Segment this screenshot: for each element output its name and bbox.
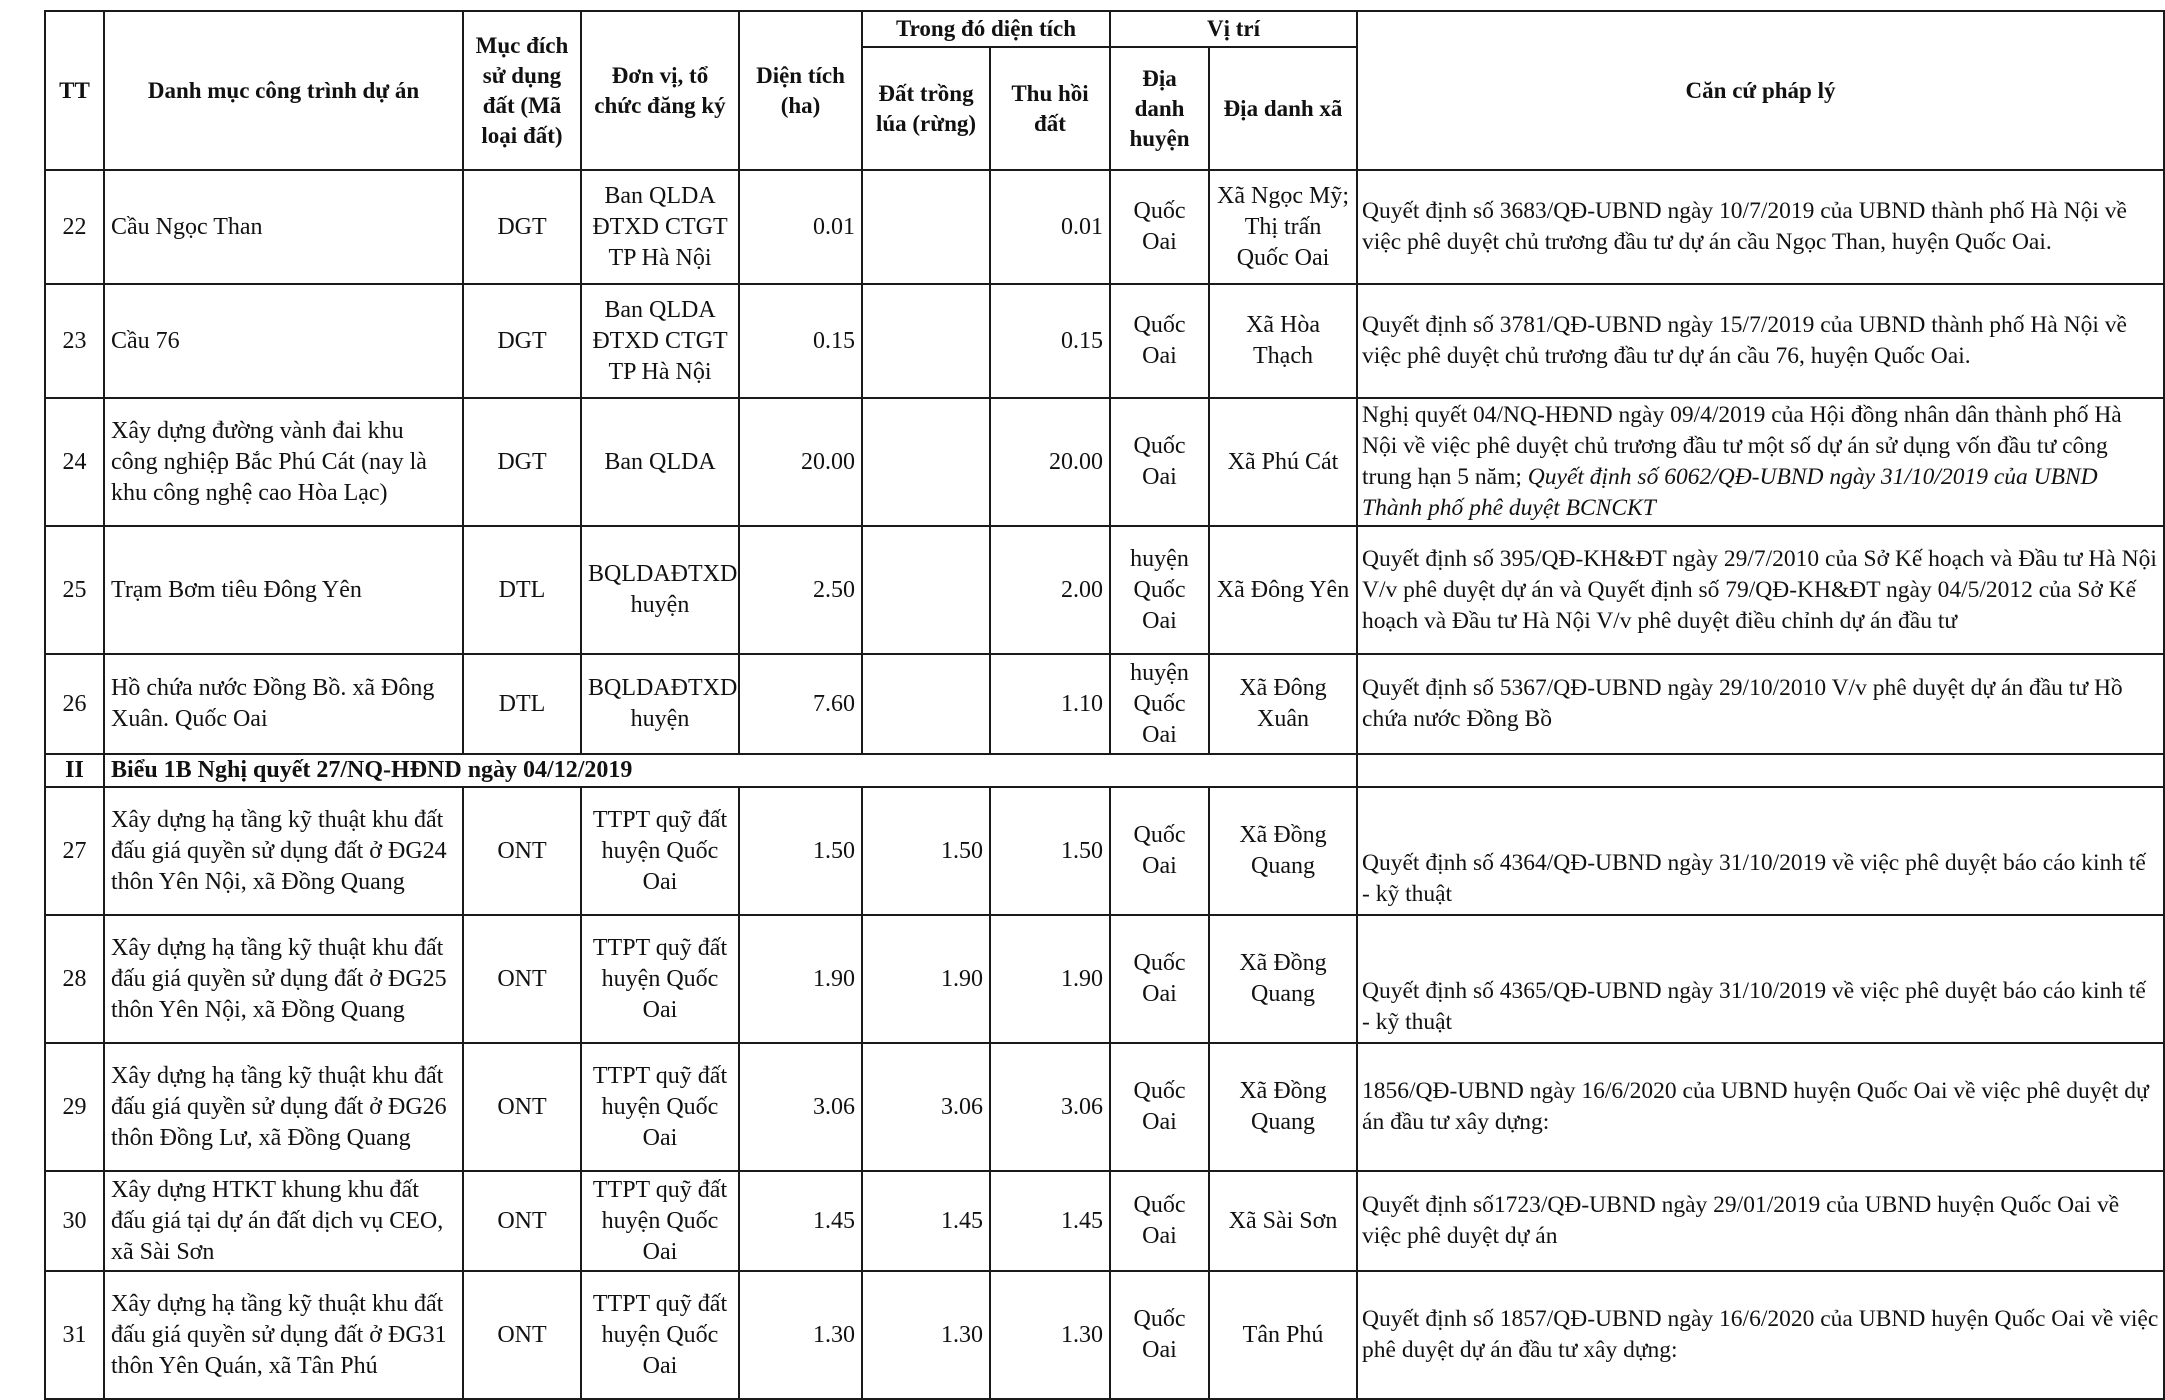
land-use-plan-table <box>44 10 2163 1400</box>
registering-unit: BQLDAĐTXD huyện <box>581 654 739 754</box>
row-number: 27 <box>45 787 104 915</box>
section-title: Biểu 1B Nghị quyết 27/NQ-HĐND ngày 04/12/2019 <box>104 754 1357 787</box>
registering-unit: TTPT quỹ đất huyện Quốc Oai <box>581 1171 739 1271</box>
legal-basis <box>1357 170 2164 284</box>
project-name: Xây dựng hạ tầng kỹ thuật khu đất đấu giá quyền sử dụng đất ở ĐG31 thôn Yên Quán, xã Tân Phú <box>104 1271 463 1399</box>
commune-name: Xã Sài Sơn <box>1209 1171 1357 1271</box>
row-number: 31 <box>45 1271 104 1399</box>
table-row <box>45 284 2164 398</box>
legal-basis <box>1357 787 2164 915</box>
district-name: huyện Quốc Oai <box>1110 654 1209 754</box>
area-value: 1.45 <box>739 1171 862 1271</box>
rice-land-value <box>862 170 990 284</box>
project-name: Cầu 76 <box>104 284 463 398</box>
header-project: Danh mục công trình dự án <box>104 11 463 170</box>
registering-unit: Ban QLDA ĐTXD CTGT TP Hà Nội <box>581 170 739 284</box>
project-name: Xây dựng hạ tầng kỹ thuật khu đất đấu giá quyền sử dụng đất ở ĐG24 thôn Yên Nội, xã Đồng Quang <box>104 787 463 915</box>
row-number: 30 <box>45 1171 104 1271</box>
commune-name: Xã Hòa Thạch <box>1209 284 1357 398</box>
district-name: Quốc Oai <box>1110 787 1209 915</box>
registering-unit: TTPT quỹ đất huyện Quốc Oai <box>581 1271 739 1399</box>
land-use-code: DTL <box>463 654 581 754</box>
recovered-land-value: 20.00 <box>990 398 1110 526</box>
header-location-group: Vị trí <box>1110 11 1357 47</box>
table-row <box>45 787 2164 915</box>
project-name: Xây dựng đường vành đai khu công nghiệp Bắc Phú Cát (nay là khu công nghệ cao Hòa Lạc) <box>104 398 463 526</box>
table-header <box>45 11 2164 170</box>
row-number: 25 <box>45 526 104 654</box>
district-name: Quốc Oai <box>1110 915 1209 1043</box>
legal-basis-text: Quyết định số 395/QĐ-KH&ĐT ngày 29/7/2010 của Sở Kế hoạch và Đầu tư Hà Nội V/v phê duyệt dự án và Quyết định số 79/QĐ-KH&ĐT ngày 04/5/2012 của Sở Kế hoạch và Đầu tư Hà Nội V/v phê duyệt điều chỉnh dự án đầu tư <box>1362 545 2157 634</box>
legal-basis <box>1357 398 2164 526</box>
section-number: II <box>45 754 104 787</box>
area-value: 7.60 <box>739 654 862 754</box>
project-name: Xây dựng HTKT khung khu đất đấu giá tại dự án đất dịch vụ CEO, xã Sài Sơn <box>104 1171 463 1271</box>
row-number: 22 <box>45 170 104 284</box>
project-name: Xây dựng hạ tầng kỹ thuật khu đất đấu giá quyền sử dụng đất ở ĐG26 thôn Đồng Lư, xã Đồng Quang <box>104 1043 463 1171</box>
land-use-code: ONT <box>463 1043 581 1171</box>
legal-basis <box>1357 915 2164 1043</box>
land-use-code: ONT <box>463 787 581 915</box>
rice-land-value: 3.06 <box>862 1043 990 1171</box>
legal-basis-italic: Quyết định số 6062/QĐ-UBND ngày 31/10/2019 của UBND Thành phố phê duyệt BCNCKT <box>1362 464 2098 521</box>
rice-land-value <box>862 654 990 754</box>
commune-name: Xã Đồng Quang <box>1209 787 1357 915</box>
table-row <box>45 1171 2164 1271</box>
district-name: Quốc Oai <box>1110 284 1209 398</box>
commune-name: Xã Đồng Quang <box>1209 915 1357 1043</box>
header-purpose: Mục đích sử dụng đất (Mã loại đất) <box>463 11 581 170</box>
area-value: 1.90 <box>739 915 862 1043</box>
registering-unit: Ban QLDA <box>581 398 739 526</box>
legal-basis-text: Quyết định số 4364/QĐ-UBND ngày 31/10/2019 về việc phê duyệt báo cáo kinh tế - kỹ thuật <box>1362 850 2146 907</box>
legal-basis-text: Quyết định số 3781/QĐ-UBND ngày 15/7/2019 của UBND thành phố Hà Nội về việc phê duyệt chủ trương đầu tư dự án cầu 76, huyện Quốc Oai. <box>1362 312 2127 369</box>
row-number: 23 <box>45 284 104 398</box>
area-value: 0.01 <box>739 170 862 284</box>
table-row <box>45 654 2164 754</box>
rice-land-value: 1.90 <box>862 915 990 1043</box>
area-value: 20.00 <box>739 398 862 526</box>
project-table <box>44 10 2165 1400</box>
header-tt: TT <box>45 11 104 170</box>
district-name: Quốc Oai <box>1110 170 1209 284</box>
district-name: Quốc Oai <box>1110 1171 1209 1271</box>
row-number: 28 <box>45 915 104 1043</box>
legal-basis-text: Quyết định số 1857/QĐ-UBND ngày 16/6/2020 của UBND huyện Quốc Oai về việc phê duyệt dự án đầu tư xây dựng: <box>1362 1306 2159 1363</box>
row-number: 26 <box>45 654 104 754</box>
project-name: Xây dựng hạ tầng kỹ thuật khu đất đấu giá quyền sử dụng đất ở ĐG25 thôn Yên Nội, xã Đồng Quang <box>104 915 463 1043</box>
legal-basis <box>1357 526 2164 654</box>
table-row <box>45 398 2164 526</box>
registering-unit: Ban QLDA ĐTXD CTGT TP Hà Nội <box>581 284 739 398</box>
header-area: Diện tích (ha) <box>739 11 862 170</box>
area-value: 3.06 <box>739 1043 862 1171</box>
table-row <box>45 526 2164 654</box>
legal-basis-text: 1856/QĐ-UBND ngày 16/6/2020 của UBND huyện Quốc Oai về việc phê duyệt dự án đầu tư xây dựng: <box>1362 1078 2149 1135</box>
legal-basis-text: Quyết định số 4365/QĐ-UBND ngày 31/10/2019 về việc phê duyệt báo cáo kinh tế - kỹ thuật <box>1362 978 2146 1035</box>
land-use-code: ONT <box>463 1171 581 1271</box>
rice-land-value: 1.30 <box>862 1271 990 1399</box>
recovered-land-value: 1.30 <box>990 1271 1110 1399</box>
area-value: 2.50 <box>739 526 862 654</box>
commune-name: Xã Đông Yên <box>1209 526 1357 654</box>
recovered-land-value: 2.00 <box>990 526 1110 654</box>
project-name: Trạm Bơm tiêu Đông Yên <box>104 526 463 654</box>
rice-land-value: 1.45 <box>862 1171 990 1271</box>
recovered-land-value: 1.45 <box>990 1171 1110 1271</box>
land-use-code: DGT <box>463 398 581 526</box>
header-unit: Đơn vị, tổ chức đăng ký <box>581 11 739 170</box>
land-use-code: DTL <box>463 526 581 654</box>
table-row <box>45 1043 2164 1171</box>
rice-land-value <box>862 398 990 526</box>
row-number: 24 <box>45 398 104 526</box>
registering-unit: TTPT quỹ đất huyện Quốc Oai <box>581 787 739 915</box>
rice-land-value <box>862 284 990 398</box>
recovered-land-value: 1.10 <box>990 654 1110 754</box>
header-area-group: Trong đó diện tích <box>862 11 1110 47</box>
header-rice: Đất trồng lúa (rừng) <box>862 47 990 170</box>
legal-basis <box>1357 284 2164 398</box>
area-value: 1.50 <box>739 787 862 915</box>
district-name: huyện Quốc Oai <box>1110 526 1209 654</box>
table-row <box>45 170 2164 284</box>
header-commune: Địa danh xã <box>1209 47 1357 170</box>
land-use-code: DGT <box>463 170 581 284</box>
legal-basis <box>1357 1271 2164 1399</box>
header-district: Địa danh huyện <box>1110 47 1209 170</box>
commune-name: Xã Đồng Quang <box>1209 1043 1357 1171</box>
section-legal-empty <box>1357 754 2164 787</box>
legal-basis <box>1357 1043 2164 1171</box>
rice-land-value <box>862 526 990 654</box>
recovered-land-value: 1.50 <box>990 787 1110 915</box>
commune-name: Tân Phú <box>1209 1271 1357 1399</box>
area-value: 0.15 <box>739 284 862 398</box>
district-name: Quốc Oai <box>1110 398 1209 526</box>
district-name: Quốc Oai <box>1110 1043 1209 1171</box>
legal-basis-text: Quyết định số 3683/QĐ-UBND ngày 10/7/2019 của UBND thành phố Hà Nội về việc phê duyệt chủ trương đầu tư dự án cầu Ngọc Than, huyện Quốc Oai. <box>1362 198 2127 255</box>
project-name: Hồ chứa nước Đồng Bồ. xã Đông Xuân. Quốc Oai <box>104 654 463 754</box>
section-row <box>45 754 2164 787</box>
registering-unit: TTPT quỹ đất huyện Quốc Oai <box>581 1043 739 1171</box>
header-recovered: Thu hồi đất <box>990 47 1110 170</box>
district-name: Quốc Oai <box>1110 1271 1209 1399</box>
commune-name: Xã Phú Cát <box>1209 398 1357 526</box>
header-legal: Căn cứ pháp lý <box>1357 11 2164 170</box>
land-use-code: DGT <box>463 284 581 398</box>
area-value: 1.30 <box>739 1271 862 1399</box>
recovered-land-value: 1.90 <box>990 915 1110 1043</box>
project-name: Cầu Ngọc Than <box>104 170 463 284</box>
commune-name: Xã Đông Xuân <box>1209 654 1357 754</box>
land-use-code: ONT <box>463 915 581 1043</box>
table-row <box>45 915 2164 1043</box>
legal-basis <box>1357 1171 2164 1271</box>
commune-name: Xã Ngọc Mỹ; Thị trấn Quốc Oai <box>1209 170 1357 284</box>
rice-land-value: 1.50 <box>862 787 990 915</box>
table-row <box>45 1271 2164 1399</box>
legal-basis-text: Quyết định số 5367/QĐ-UBND ngày 29/10/2010 V/v phê duyệt dự án đầu tư Hồ chứa nước Đồng Bồ <box>1362 675 2123 732</box>
table-body <box>45 170 2164 1399</box>
registering-unit: TTPT quỹ đất huyện Quốc Oai <box>581 915 739 1043</box>
legal-basis-text: Quyết định số1723/QĐ-UBND ngày 29/01/2019 của UBND huyện Quốc Oai về việc phê duyệt dự án <box>1362 1192 2120 1249</box>
recovered-land-value: 0.15 <box>990 284 1110 398</box>
recovered-land-value: 0.01 <box>990 170 1110 284</box>
legal-basis <box>1357 654 2164 754</box>
land-use-code: ONT <box>463 1271 581 1399</box>
recovered-land-value: 3.06 <box>990 1043 1110 1171</box>
registering-unit: BQLDAĐTXD huyện <box>581 526 739 654</box>
row-number: 29 <box>45 1043 104 1171</box>
legal-basis-text: Nghị quyết 04/NQ-HĐND ngày 09/4/2019 của Hội đồng nhân dân thành phố Hà Nội về việc phê duyệt chủ trương đầu tư một số dự án sử dụng vốn đầu tư công trung hạn 5 năm; <box>1362 402 2122 490</box>
